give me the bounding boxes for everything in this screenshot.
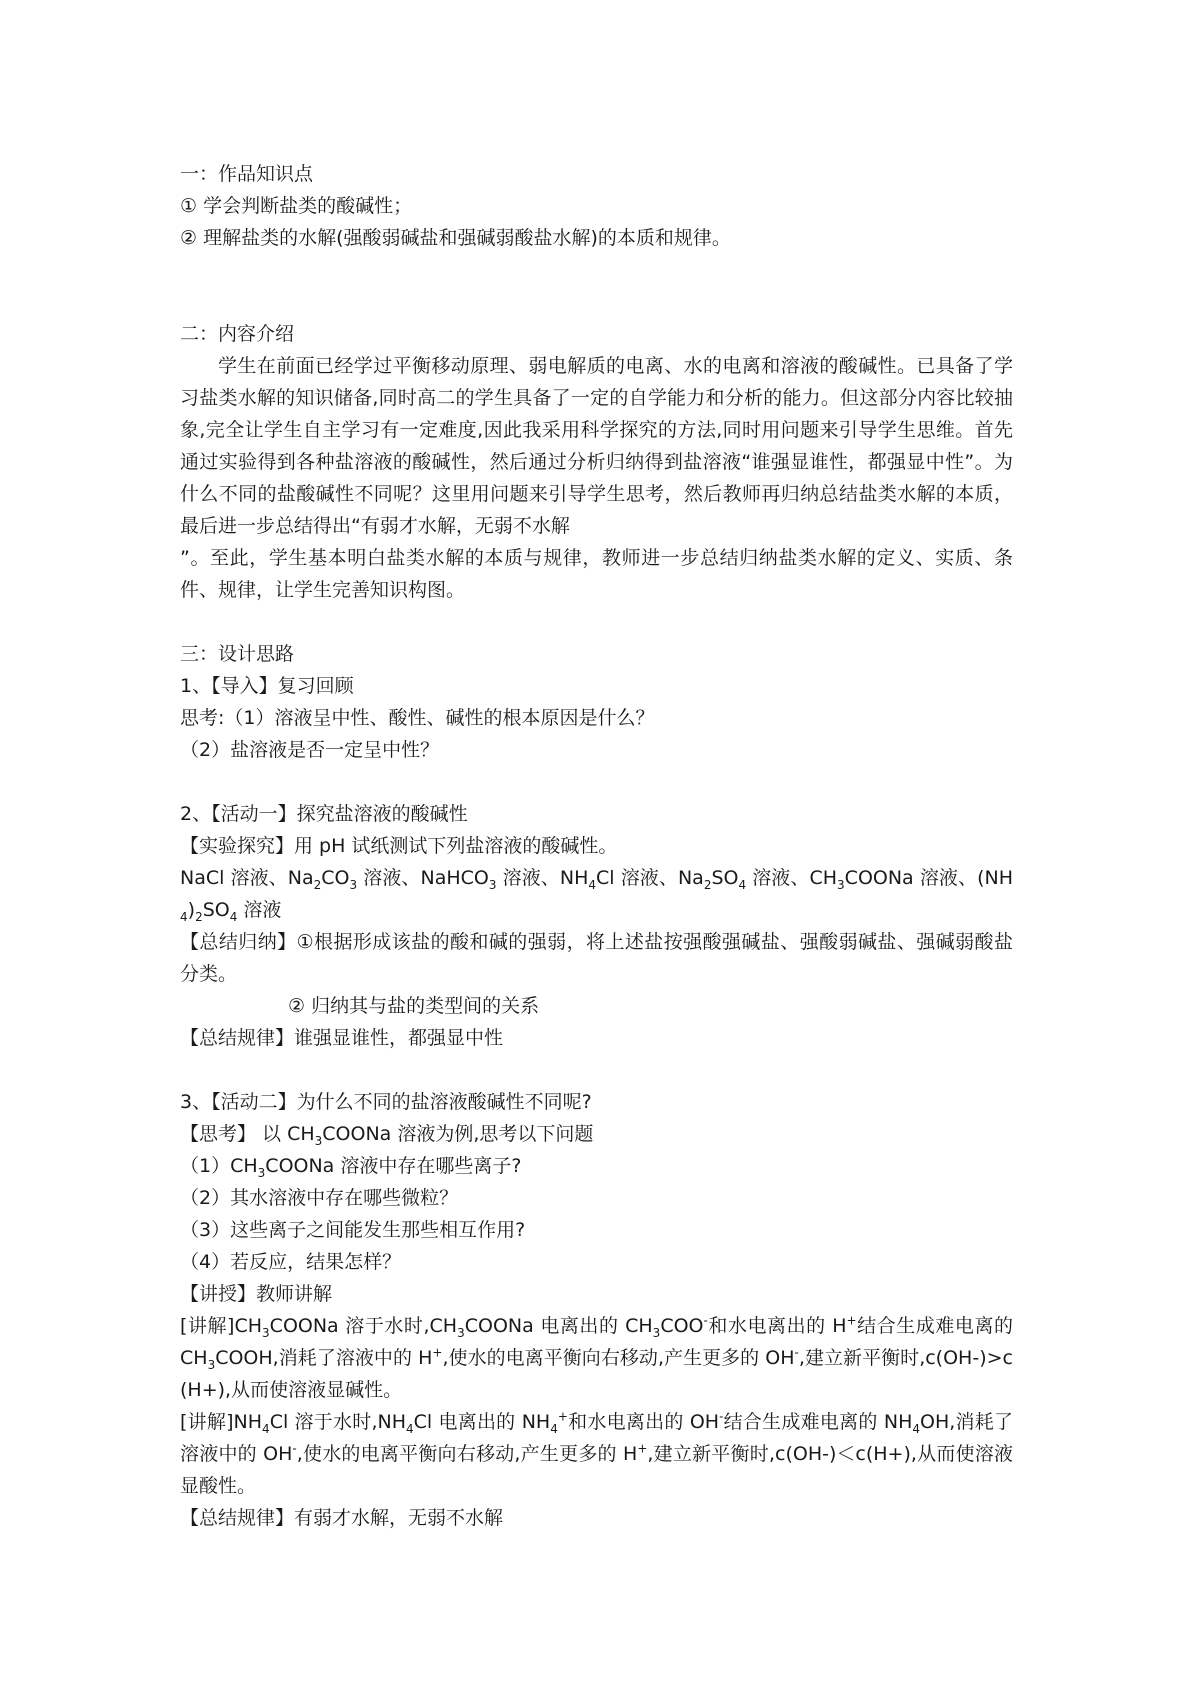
- explanation-ch3coona: [讲解]$CH_3COONa$ 溶于水时$,CH_3COONa$ 电离出的 $CH_3COO^-$和水电离出的 H+结合生成难电离的 $CH_3COOH$,消耗了溶液中的 H+,使水的电离平衡向右移动,产生更多的 OH-,建立新平衡时,c(OH-)>c(H+),从而使溶液显碱性。: [180, 1313, 1013, 1401]
- content-intro-paragraph-1: 学生在前面已经学过平衡移动原理、弱电解质的电离、水的电离和溶液的酸碱性。已具备了学习盐类水解的知识储备,同时高二的学生具备了一定的自学能力和分析的能力。但这部分内容比较抽象,完全让学生自主学习有一定难度,因此我采用科学探究的方法,同时用问题来引导学生思维。首先通过实验得到各种盐溶液的酸碱性，然后通过分析归纳得到盐溶液“谁强显谁性，都强显中性”。为什么不同的盐酸碱性不同呢？这里用问题来引导学生思考，然后教师再归纳总结盐类水解的本质，最后进一步总结得出“有弱才水解，无弱不水解: [180, 355, 1013, 537]
- spacer: [180, 254, 1013, 318]
- knowledge-point-2: ② 理解盐类的水解(强酸弱碱盐和强碱弱酸盐水解)的本质和规律。: [180, 227, 731, 249]
- summary-relation: ② 归纳其与盐的类型间的关系: [288, 995, 540, 1017]
- spacer: [180, 606, 1013, 638]
- section-1-heading: 一：作品知识点: [180, 163, 314, 185]
- think-question-1: $(1)CH_3COONa$ 溶液中存在哪些离子?: [180, 1155, 522, 1180]
- salt-list: NaCl 溶液、$Na_2CO_3$ 溶液、NaHCO$_3$ 溶液、$NH_4Cl$ 溶液、$Na_2SO_4$ 溶液、$CH_3COONa$ 溶液、$(NH_4)_2SO_4$ 溶液: [180, 867, 1013, 924]
- rule-1: 【总结规律】谁强显谁性，都强显中性: [180, 1027, 504, 1049]
- section-3-heading: 三：设计思路: [180, 643, 295, 665]
- knowledge-point-1: ① 学会判断盐类的酸碱性；: [180, 195, 413, 217]
- spacer: [180, 1054, 1013, 1086]
- think-prompt: 【思考】 以 $CH_3COONa$ 溶液为例,思考以下问题: [180, 1123, 594, 1148]
- rule-2: 【总结规律】有弱才水解，无弱不水解: [180, 1507, 504, 1529]
- content-intro-paragraph-2: ”。至此，学生基本明白盐类水解的本质与规律，教师进一步总结归纳盐类水解的定义、实质、条件、规律，让学生完善知识构图。: [180, 547, 1013, 601]
- think-question-2: （2）其水溶液中存在哪些微粒？: [180, 1187, 459, 1209]
- explanation-nh4cl: [讲解]$NH_4Cl$ 溶于水时$,NH_4Cl$ 电离出的 $NH_4^+$和水电离出的 OH-结合生成难电离的 $NH_4OH$,消耗了溶液中的 OH-,使水的电离平衡向右移动,产生更多的 H+,建立新平衡时,c(OH-)＜c(H+),从而使溶液显酸性。: [180, 1409, 1013, 1497]
- step-1-question-2: （2）盐溶液是否一定呈中性？: [180, 739, 440, 761]
- step-1-title: 1、【导入】复习回顾: [180, 675, 354, 697]
- step-2-title: 2、【活动一】探究盐溶液的酸碱性: [180, 803, 468, 825]
- experiment-instruction: 【实验探究】用 pH 试纸测试下列盐溶液的酸碱性。: [180, 835, 618, 857]
- section-2-heading: 二：内容介绍: [180, 323, 295, 345]
- lecture-heading: 【讲授】教师讲解: [180, 1283, 333, 1305]
- document-page: [180, 158, 1013, 1534]
- spacer: [180, 766, 1013, 798]
- think-question-3: （3）这些离子之间能发生那些相互作用?: [180, 1219, 526, 1241]
- step-3-title: 3、【活动二】为什么不同的盐溶液酸碱性不同呢?: [180, 1091, 592, 1113]
- summary-classification: 【总结归纳】①根据形成该盐的酸和碱的强弱，将上述盐按强酸强碱盐、强酸弱碱盐、强碱弱酸盐分类。: [180, 931, 1013, 985]
- step-1-question-1: 思考:（1）溶液呈中性、酸性、碱性的根本原因是什么？: [180, 707, 655, 729]
- think-question-4: （4）若反应，结果怎样？: [180, 1251, 402, 1273]
